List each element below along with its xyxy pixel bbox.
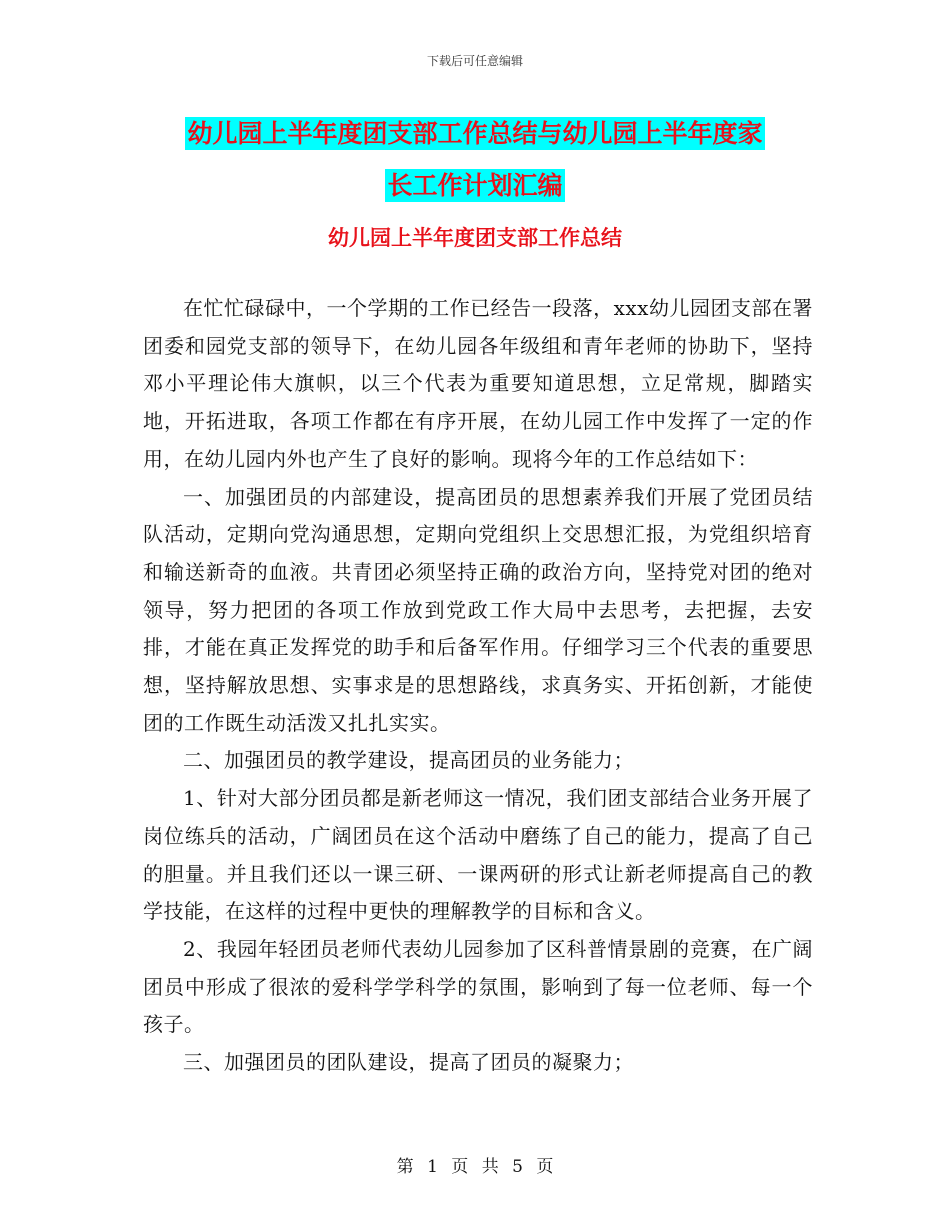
document-title-line1: 幼儿园上半年度团支部工作总结与幼儿园上半年度家 <box>187 119 763 148</box>
footer-page-total-prefix: 共 <box>481 1157 499 1177</box>
footer-page-prefix: 第 <box>396 1157 414 1177</box>
paragraph: 一、加强团员的内部建设，提高团员的思想素养我们开展了党团员结队活动，定期向党沟通思想，定期向党组织上交思想汇报，为党组织培育和输送新奇的血液。共青团必须坚持正确的政治方向，坚持党对团的绝对领导，努力把团的各项工作放到党政工作大局中去思考，去把握，去安排，才能在真正发挥党的助手和后备军作用。仔细学习三个代表的重要思想，坚持解放思想、实事求是的思想路线，求真务实、开拓创新，才能使团的工作既生动活泼又扎扎实实。 <box>143 484 813 735</box>
page-footer <box>0 1152 950 1177</box>
paragraph: 在忙忙碌碌中，一个学期的工作已经告一段落，xxx幼儿园团支部在署团委和园党支部的领导下，在幼儿园各年级组和青年老师的协助下，坚持邓小平理论伟大旗帜，以三个代表为重要知道思想，立足常规，脚踏实地，开拓进取，各项工作都在有序开展，在幼儿园工作中发挥了一定的作用，在幼儿园内外也产生了良好的影响。现将今年的工作总结如下： <box>143 296 813 471</box>
footer-page-mid: 页 <box>451 1157 469 1177</box>
footer-page-current: 1 <box>427 1157 438 1177</box>
paragraph: 三、加强团员的团队建设，提高了团员的凝聚力； <box>183 1050 634 1075</box>
paragraph: 二、加强团员的教学建设，提高团员的业务能力； <box>183 748 634 773</box>
document-title <box>140 108 810 212</box>
footer-page-total: 5 <box>512 1157 523 1177</box>
paragraph: 1、针对大部分团员都是新老师这一情况，我们团支部结合业务开展了岗位练兵的活动，广阔团员在这个活动中磨练了自己的能力，提高了自己的胆量。并且我们还以一课三研、一课两研的形式让新老师提高自己的教学技能，在这样的过程中更快的理解教学的目标和含义。 <box>143 786 813 924</box>
footer-page-suffix: 页 <box>536 1157 554 1177</box>
section-title: 幼儿园上半年度团支部工作总结 <box>328 226 622 250</box>
document-body <box>143 290 813 1082</box>
header-note: 下载后可任意编辑 <box>426 54 523 68</box>
paragraph: 2、我园年轻团员老师代表幼儿园参加了区科普情景剧的竞赛，在广阔团员中形成了很浓的爱科学学科学的氛围，影响到了每一位老师、每一个孩子。 <box>143 936 813 1037</box>
document-title-line2: 长工作计划汇编 <box>387 171 563 200</box>
